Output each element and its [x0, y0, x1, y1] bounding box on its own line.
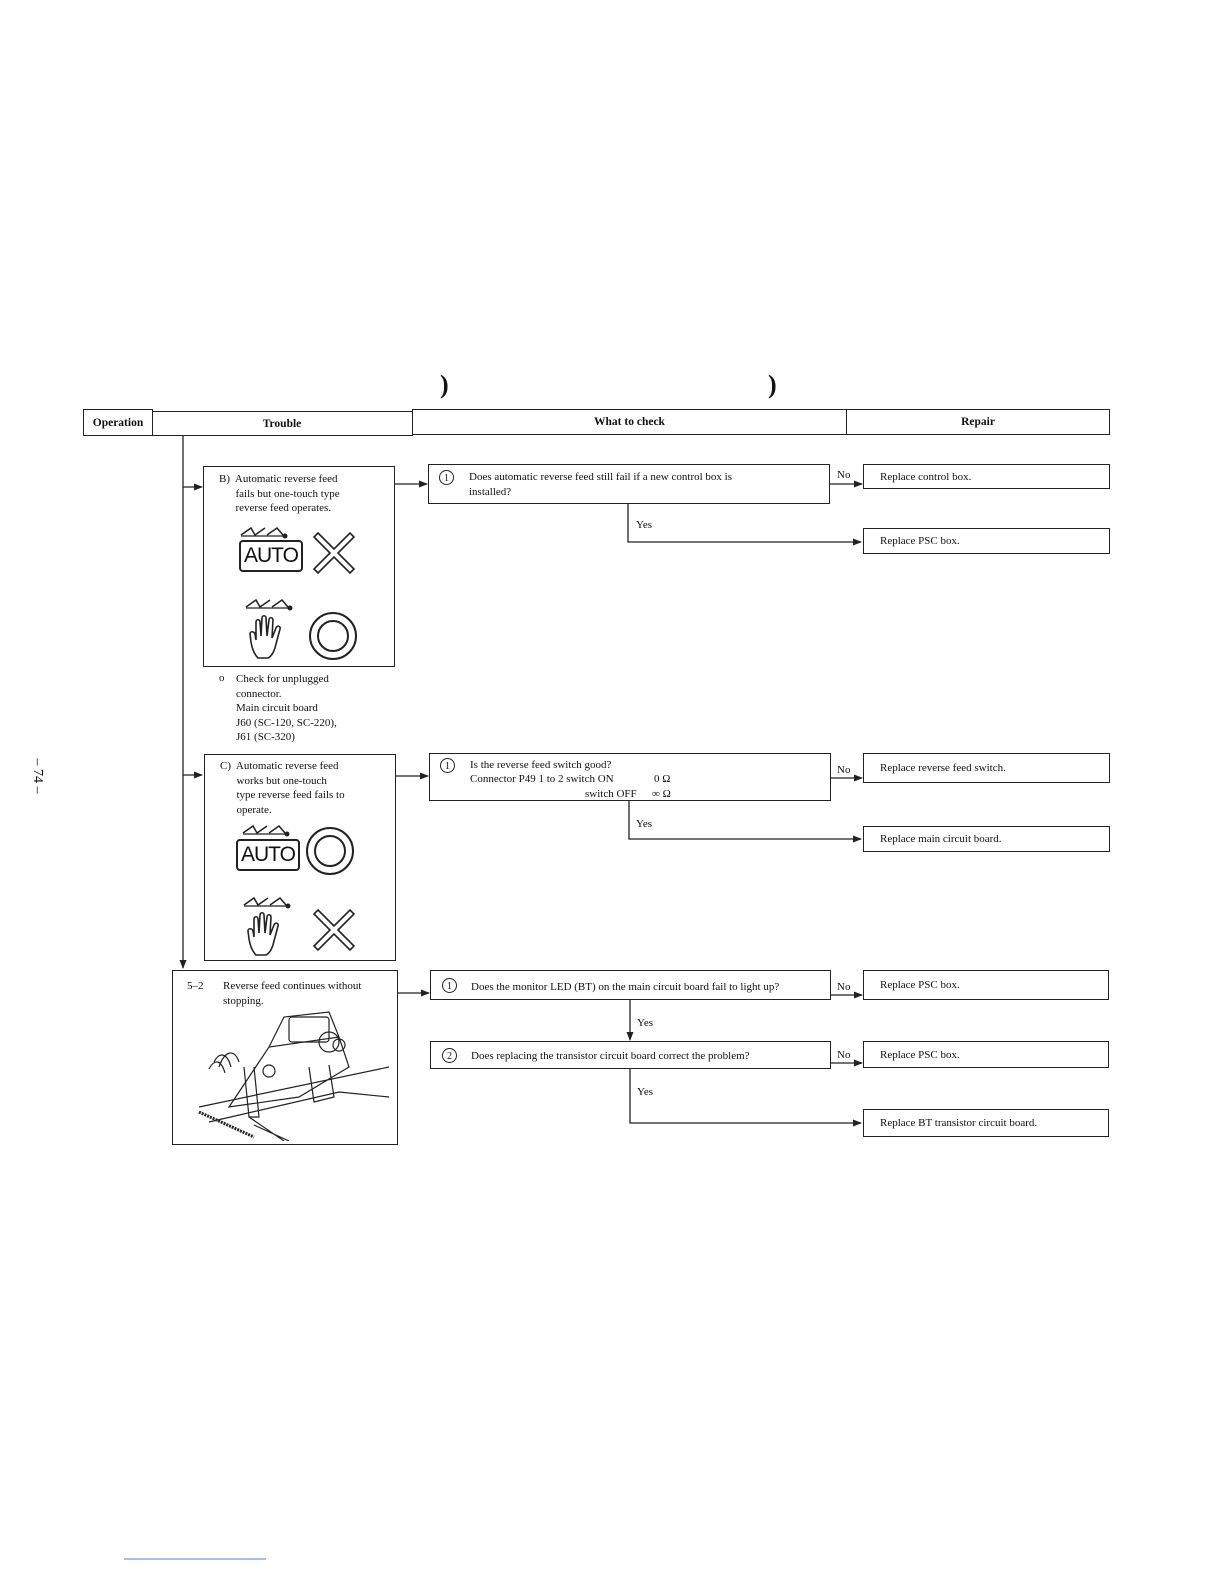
no-label: No: [837, 764, 851, 776]
circle-ok-icon: [307, 610, 359, 662]
reverse-stitch-icon: [241, 823, 291, 837]
sewing-machine-illustration: [189, 1007, 389, 1141]
yes-label: Yes: [637, 1086, 654, 1098]
header-operation: Operation: [83, 409, 153, 436]
check-52-1-text: Does the monitor LED (BT) on the main circuit board fail to light up?: [471, 981, 780, 993]
check-52-2-text: Does replacing the transistor circuit board correct the problem?: [471, 1050, 750, 1062]
section-number: 5–2: [187, 980, 204, 992]
reverse-stitch-icon: [242, 895, 292, 909]
header-trouble: Trouble: [152, 411, 413, 436]
repair-box: Replace main circuit board.: [863, 826, 1110, 852]
cross-icon: [312, 908, 356, 952]
note-bullet: o: [219, 672, 225, 684]
trouble-box-b: [203, 466, 395, 667]
trouble-box-5-2: [172, 970, 398, 1145]
page-mark-right: ): [768, 370, 777, 399]
step-number: 1: [440, 758, 455, 773]
yes-label: Yes: [636, 818, 653, 830]
check-box-c: [429, 753, 831, 801]
repair-box: Replace BT transistor circuit board.: [863, 1109, 1109, 1137]
no-label: No: [837, 469, 851, 481]
step-number: 2: [442, 1048, 457, 1063]
reverse-stitch-icon: [239, 525, 289, 539]
trouble-c-text: C) Automatic reverse feed works but one-touch type reverse feed fails to operate.: [220, 760, 345, 816]
reverse-stitch-icon: [244, 597, 294, 611]
trouble-52-text: Reverse feed continues without stopping.: [223, 980, 362, 1007]
step-number: 1: [439, 470, 454, 485]
trouble-b-text: B) Automatic reverse feed fails but one-touch type reverse feed operates.: [219, 473, 340, 514]
header-what-to-check: What to check: [412, 409, 847, 435]
step-number: 1: [442, 978, 457, 993]
repair-box: Replace reverse feed switch.: [863, 753, 1110, 783]
check-c-line3-value: ∞ Ω: [652, 788, 671, 800]
circle-ok-icon: [304, 825, 356, 877]
check-box-b: [428, 464, 830, 504]
check-b-text: Does automatic reverse feed still fail if a new control box is installed?: [469, 471, 732, 498]
check-c-line3: switch OFF: [585, 788, 637, 800]
auto-icon: AUTO: [239, 540, 303, 572]
trouble-box-c: [204, 754, 396, 961]
repair-box: Replace PSC box.: [863, 970, 1109, 1000]
hand-icon: [246, 911, 286, 959]
page-mark-left: ): [440, 370, 449, 399]
check-c-line2-value: 0 Ω: [654, 773, 671, 785]
no-label: No: [837, 1049, 851, 1061]
no-label: No: [837, 981, 851, 993]
cross-icon: [312, 531, 356, 575]
repair-box: Replace PSC box.: [863, 1041, 1109, 1068]
repair-box: Replace control box.: [863, 464, 1110, 489]
hand-icon: [248, 614, 288, 662]
yes-label: Yes: [636, 519, 653, 531]
auto-icon: AUTO: [236, 839, 300, 871]
check-box-52-2: [430, 1041, 831, 1069]
check-c-line2: Connector P49 1 to 2 switch ON: [470, 773, 614, 785]
check-box-52-1: [430, 970, 831, 1000]
check-c-line1: Is the reverse feed switch good?: [470, 759, 612, 771]
yes-label: Yes: [637, 1017, 654, 1029]
page-number: – 74 –: [30, 758, 45, 794]
header-repair: Repair: [846, 409, 1110, 435]
repair-box: Replace PSC box.: [863, 528, 1110, 554]
note-b-text: Check for unplugged connector. Main circuit board J60 (SC-120, SC-220), J61 (SC-320): [236, 673, 337, 743]
